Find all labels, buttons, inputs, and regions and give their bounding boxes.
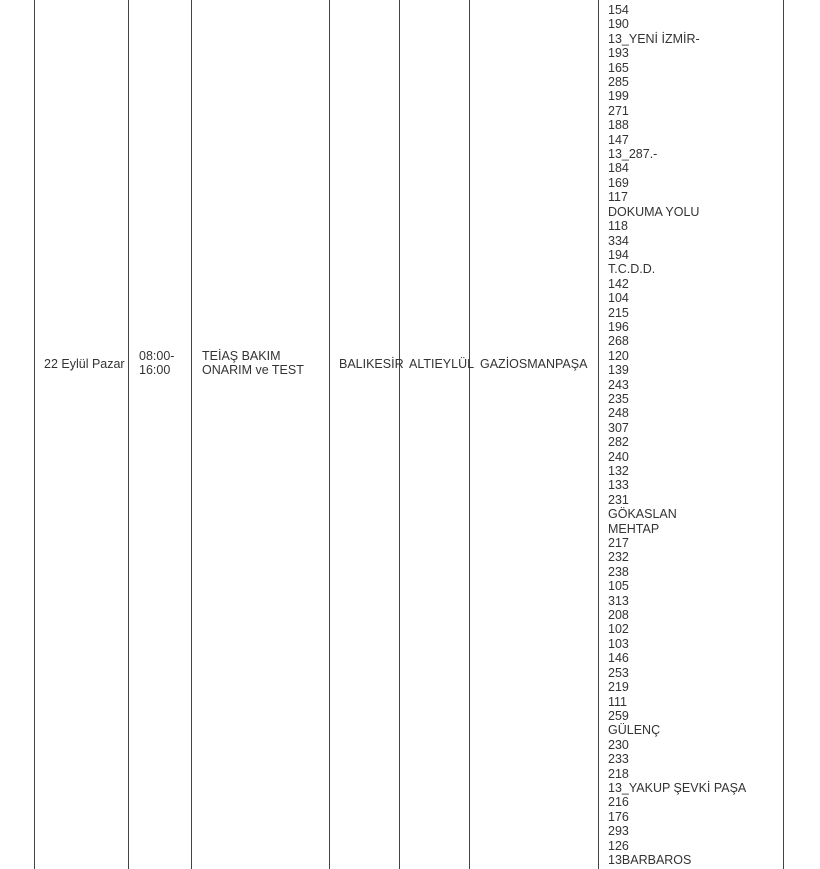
street-item: 243 [608,377,629,392]
street-item: 105 [608,579,629,594]
street-item: 193 [608,46,629,61]
street-item: 132 [608,464,629,478]
column-border [469,0,470,869]
street-item: T.C.D.D. [608,262,656,277]
street-item: 199 [608,89,629,104]
column-border [34,0,35,869]
column-border [783,0,784,869]
street-item: 146 [608,651,629,666]
street-item: 238 [608,564,629,579]
street-item: 230 [608,737,629,752]
province-cell: BALIKESİR [339,357,404,371]
street-item: 219 [608,680,629,695]
street-item: 231 [608,492,629,507]
column-border [128,0,129,869]
street-item: 120 [608,348,629,363]
street-item: 253 [608,665,629,680]
street-item: 313 [608,593,629,608]
street-item: 190 [608,17,629,32]
column-border [399,0,400,869]
street-item: 268 [608,334,629,349]
street-item: 169 [608,175,629,190]
date-cell: 22 Eylül Pazar [44,357,125,371]
street-item: 217 [608,536,629,551]
street-item: 334 [608,233,629,248]
street-item: 147 [608,132,629,147]
street-item: 102 [608,622,629,637]
street-item: 117 [608,190,628,205]
column-border [191,0,192,869]
street-item: 248 [608,406,629,421]
street-item: 133 [608,478,629,493]
street-item: 196 [608,319,629,334]
street-item: 13_YENİ İZMİR- [608,31,700,46]
reason-cell: TEİAŞ BAKIM ONARIM ve TEST [202,349,304,378]
district-cell: ALTIEYLÜL [409,357,475,371]
street-item: DOKUMA YOLU [608,204,700,219]
street-item: 282 [608,435,629,450]
street-item: 240 [608,449,629,464]
neighborhood-cell: GAZİOSMANPAŞA [480,357,588,371]
street-item: 111 [608,694,628,709]
street-item: 103 [608,636,629,651]
street-item: 194 [608,247,629,262]
street-item: GÜLENÇ [608,723,661,738]
street-item: 126 [608,838,629,853]
street-item: 118 [608,219,628,234]
street-item: 208 [608,608,629,623]
street-item: 176 [608,809,629,824]
street-item: 165 [608,60,629,75]
street-item: 232 [608,550,629,565]
street-item: 259 [608,708,629,723]
street-item: 13BARBAROS [608,852,692,867]
street-item: 154 [608,3,629,17]
street-item: 104 [608,291,629,306]
street-item: 293 [608,824,629,839]
time-cell: 08:00-16:00 [139,349,175,378]
street-item: GÖKASLAN [608,507,677,522]
street-item: 235 [608,391,629,406]
street-item: 233 [608,752,629,767]
column-border [329,0,330,869]
street-item: MEHTAP [608,521,660,536]
street-item: 139 [608,363,629,378]
street-list [608,3,746,867]
street-item: 13_YAKUP ŞEVKİ PAŞA [608,780,747,795]
street-item: 216 [608,795,629,810]
street-item: 218 [608,766,629,781]
street-item: 184 [608,161,629,176]
street-item: 142 [608,276,629,291]
street-item: 271 [608,103,629,118]
street-item: 188 [608,118,629,133]
street-item: 307 [608,420,629,435]
street-item: 215 [608,305,629,320]
street-item: 285 [608,75,629,90]
street-item: 13_287.- [608,147,658,162]
column-border [598,0,599,869]
